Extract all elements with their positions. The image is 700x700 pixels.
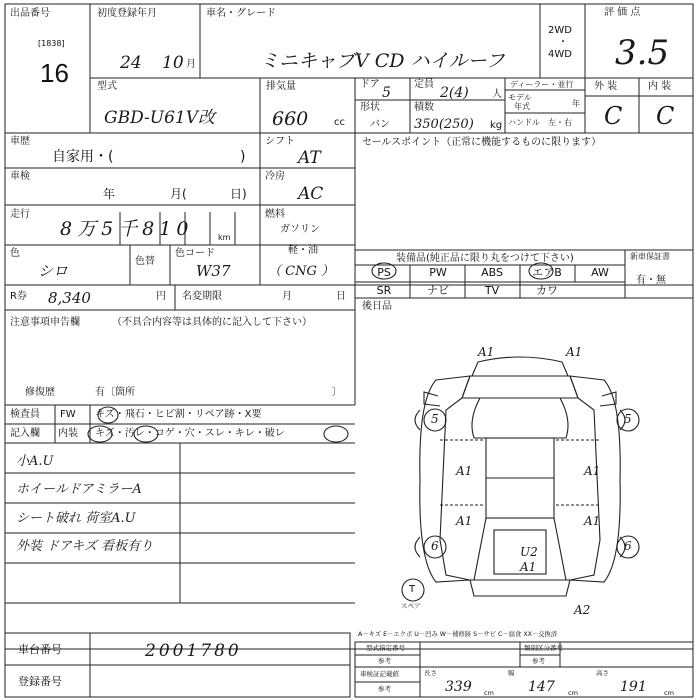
chassis-label: 車台番号 bbox=[18, 643, 62, 656]
recycle-unit: 円 bbox=[156, 291, 166, 302]
height-label: 高さ bbox=[596, 669, 609, 677]
color-change-label: 色替 bbox=[135, 256, 155, 267]
mark-wheel-rr: 6 bbox=[624, 539, 632, 553]
color-label: 色 bbox=[10, 248, 20, 259]
mileage-unit: km bbox=[218, 233, 231, 242]
first-registration-year: 24 bbox=[120, 53, 142, 73]
spare-tire-label: スペア bbox=[401, 602, 421, 610]
fuel-label: 燃料 bbox=[265, 209, 285, 220]
model-year-unit: 年 bbox=[572, 99, 580, 108]
mark-wheel-fl: 5 bbox=[431, 412, 439, 426]
displacement-value: 660 bbox=[272, 108, 309, 130]
interior-inspect-label: 内装 bbox=[58, 428, 78, 439]
mark-left-front: A1 bbox=[456, 464, 473, 478]
capacity-value: 2(4) bbox=[440, 85, 469, 101]
name-change-month-unit: 月 bbox=[282, 291, 292, 302]
lot-label: 出品番号 bbox=[10, 8, 50, 19]
name-change-day-unit: 日 bbox=[336, 291, 346, 302]
exterior-label: 外 装 bbox=[594, 81, 618, 92]
drive-4wd: 4WD bbox=[548, 49, 572, 60]
inspector-label-2: 記入欄 bbox=[10, 428, 40, 439]
model-value: GBD-U61V改 bbox=[104, 108, 215, 128]
vehicle-name-value: ミニキャブV CD ハイルーフ bbox=[260, 50, 505, 72]
equipment-label: 装備品(純正品に限り丸をつけて下さい) bbox=[396, 253, 574, 264]
equipment-ps: PS bbox=[377, 266, 391, 279]
mark-rear-center-2: A1 bbox=[520, 560, 537, 574]
displacement-label: 排気量 bbox=[266, 81, 296, 92]
mileage-value: 8万5千810 bbox=[60, 218, 194, 240]
sales-point-label: セールスポイント（正常に機能するものに限ります） bbox=[362, 137, 602, 148]
first-registration-month-unit: 月 bbox=[186, 59, 196, 70]
history-close-paren: ) bbox=[240, 149, 246, 165]
recycle-value: 8,340 bbox=[48, 289, 91, 307]
remark-line-4: 外装 ドアキズ 看板有り bbox=[16, 539, 154, 554]
drive-dot: ・ bbox=[558, 37, 568, 48]
repair-history-value: 有〔箇所 bbox=[95, 387, 135, 398]
first-registration-label: 初度登録年月 bbox=[97, 8, 157, 19]
remark-line-1: 小A.U bbox=[16, 454, 54, 469]
interior-value: C bbox=[656, 102, 675, 130]
grade-value: 3.5 bbox=[615, 33, 670, 73]
inspection-year-unit: 年 bbox=[103, 187, 116, 201]
vehicle-cert-ref: 参考 bbox=[378, 685, 391, 693]
equipment-leather: カワ bbox=[536, 284, 558, 297]
fuel-gasoline: ガソリン bbox=[280, 224, 320, 235]
inspection-day-unit: 日) bbox=[230, 187, 247, 201]
registration-label: 登録番号 bbox=[18, 675, 62, 688]
model-year-label-1: モデル bbox=[508, 93, 532, 102]
equipment-sr: SR bbox=[376, 284, 392, 297]
capacity-unit: 人 bbox=[492, 89, 502, 100]
inspection-month-unit: 月( bbox=[170, 187, 187, 201]
shift-label: シフト bbox=[265, 136, 295, 147]
damage-legend: A－キズ E－エクボ U－凹み W－補修跡 S－サビ C－腐食 XX－交換済 bbox=[358, 631, 558, 638]
width-label: 幅 bbox=[508, 669, 515, 677]
fw-label: FW bbox=[60, 409, 76, 420]
repair-history-label: 修復歴 bbox=[25, 387, 55, 398]
handle-options: 左・右 bbox=[548, 118, 572, 127]
category-label: 類別区分番号 bbox=[524, 644, 563, 652]
load-label: 積数 bbox=[414, 102, 434, 113]
notes-label: 注意事項申告欄 bbox=[10, 317, 80, 328]
drive-2wd: 2WD bbox=[548, 25, 572, 36]
aircon-label: 冷房 bbox=[265, 171, 285, 182]
capacity-label: 定員 bbox=[414, 79, 434, 90]
mark-right-rear: A1 bbox=[584, 514, 601, 528]
mileage-label: 走行 bbox=[10, 209, 30, 220]
fw-items: キズ・飛石・ヒビ割・リペア跡・X要 bbox=[95, 409, 262, 420]
history-value: 自家用・( bbox=[52, 149, 114, 165]
warranty-value: 有・無 bbox=[636, 275, 666, 286]
equipment-pw: PW bbox=[429, 266, 447, 279]
history-label: 車歴 bbox=[10, 136, 30, 147]
fuel-cng: （ CNG ） bbox=[268, 264, 334, 279]
shift-value: AT bbox=[298, 148, 321, 168]
color-value: シロ bbox=[38, 262, 69, 280]
inspector-label-1: 検査員 bbox=[10, 409, 40, 420]
lot-code: [1838] bbox=[38, 39, 65, 48]
height-value: 191 bbox=[620, 679, 647, 695]
shape-label: 形状 bbox=[360, 102, 380, 113]
name-change-label: 名変期限 bbox=[182, 291, 222, 302]
equipment-airbag: エアB bbox=[532, 266, 562, 279]
spare-tire-symbol: T bbox=[409, 584, 416, 595]
height-unit: cm bbox=[664, 689, 674, 697]
load-value: 350(250) bbox=[414, 117, 474, 132]
equipment-aw: AW bbox=[591, 266, 609, 279]
equipment-tv: TV bbox=[484, 284, 500, 297]
mark-right-front: A1 bbox=[584, 464, 601, 478]
mark-top-right: A1 bbox=[566, 345, 583, 359]
chassis-value: 2001780 bbox=[145, 641, 242, 661]
mark-top-left: A1 bbox=[478, 345, 495, 359]
width-value: 147 bbox=[528, 679, 555, 695]
fuel-diesel: 軽・油 bbox=[288, 245, 318, 256]
interior-label: 内 装 bbox=[648, 81, 672, 92]
model-year-label-2: 年式 bbox=[514, 102, 530, 111]
repair-history-close: 〕 bbox=[332, 387, 342, 398]
lot-number: 16 bbox=[40, 58, 69, 88]
length-label: 長さ bbox=[424, 669, 437, 677]
equipment-navi: ナビ bbox=[427, 284, 449, 297]
notes-hint: （不具合内容等は具体的に記入して下さい） bbox=[112, 317, 312, 328]
first-registration-month: 10 bbox=[162, 53, 184, 73]
remark-line-3: シート破れ 荷室A.U bbox=[16, 511, 136, 526]
category-ref: 参考 bbox=[532, 657, 545, 665]
displacement-unit: cc bbox=[334, 117, 345, 128]
doors-value: 5 bbox=[382, 85, 391, 101]
mark-wheel-fr: 5 bbox=[624, 412, 632, 426]
model-label: 型式 bbox=[97, 81, 117, 92]
shape-value: バン bbox=[370, 119, 390, 130]
recycle-label: R券 bbox=[10, 291, 27, 302]
postdate-label: 後日品 bbox=[362, 301, 392, 312]
exterior-value: C bbox=[604, 102, 623, 130]
dealer-label: ディーラー・並行 bbox=[510, 80, 574, 89]
handle-label: ハンドル bbox=[508, 118, 540, 127]
designation-label: 型式指定番号 bbox=[366, 644, 405, 652]
doors-label: ドア bbox=[360, 79, 380, 90]
color-code-value: W37 bbox=[196, 262, 231, 280]
warranty-label: 新車保証書 bbox=[630, 252, 670, 261]
grade-label: 評 価 点 bbox=[604, 7, 641, 18]
aircon-value: AC bbox=[298, 184, 324, 204]
color-code-label: 色コード bbox=[175, 248, 215, 259]
vehicle-name-label: 車名・グレード bbox=[206, 8, 276, 19]
length-value: 339 bbox=[445, 679, 472, 695]
mark-rear-center-1: U2 bbox=[520, 545, 538, 559]
mark-rear-bottom: A2 bbox=[574, 603, 591, 617]
equipment-abs: ABS bbox=[481, 266, 503, 279]
length-unit: cm bbox=[484, 689, 494, 697]
load-unit: kg bbox=[490, 120, 503, 131]
inspection-label: 車検 bbox=[10, 171, 30, 182]
remark-line-2: ホイールドアミラーA bbox=[16, 482, 142, 497]
interior-items: キズ・汚レ・コゲ・穴・スレ・キレ・破レ bbox=[95, 428, 285, 439]
vehicle-cert-label: 車検証記載値 bbox=[360, 670, 399, 678]
width-unit: cm bbox=[568, 689, 578, 697]
mark-left-rear: A1 bbox=[456, 514, 473, 528]
mark-wheel-rl: 6 bbox=[431, 539, 439, 553]
designation-ref: 参考 bbox=[378, 657, 391, 665]
